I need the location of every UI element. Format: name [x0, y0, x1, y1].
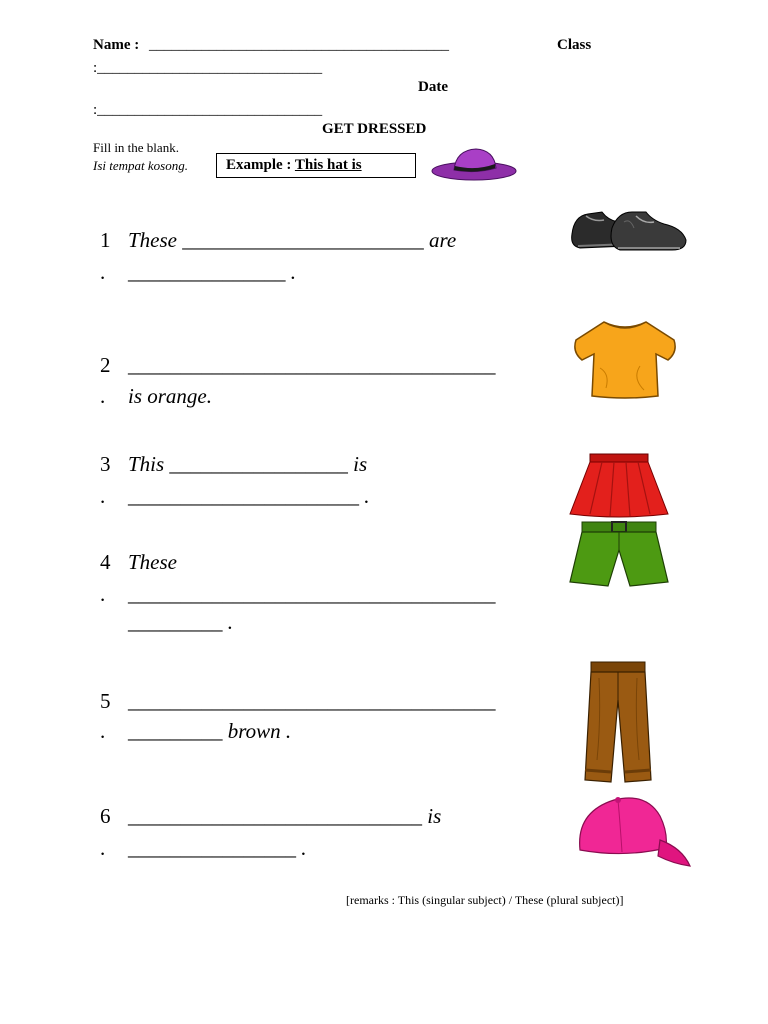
question-1-dot: . — [100, 260, 106, 284]
question-4-number: 4 — [100, 550, 111, 574]
question-6-line-2[interactable]: ________________ . — [128, 836, 307, 860]
question-4-line-3[interactable]: _________ . — [128, 610, 233, 634]
class-label: Class — [557, 37, 592, 53]
question-5-dot: . — [100, 719, 106, 743]
question-3-dot: . — [100, 484, 106, 508]
example-answer: This hat is — [294, 157, 362, 173]
question-6-number: 6 — [100, 804, 111, 828]
example-box — [216, 153, 416, 178]
green-shorts-icon — [568, 520, 670, 588]
question-4-line-1: These — [128, 550, 177, 574]
question-2-number: 2 — [100, 353, 111, 377]
purple-hat-icon — [430, 144, 520, 182]
instruction-english: Fill in the blank. — [93, 140, 179, 155]
question-4-line-2[interactable]: ___________________________________ — [128, 582, 496, 606]
question-4-dot: . — [100, 582, 106, 606]
question-1-line-1[interactable]: These _______________________ are — [128, 228, 457, 252]
worksheet-title: GET DRESSED — [322, 121, 427, 137]
date-line[interactable]: :______________________________ — [93, 102, 323, 118]
question-1-line-2[interactable]: _______________ . — [128, 260, 296, 284]
question-1-number: 1 — [100, 228, 111, 252]
question-3-line-1[interactable]: This _________________ is — [128, 452, 368, 476]
question-6-dot: . — [100, 836, 106, 860]
pink-cap-icon — [574, 792, 692, 872]
class-line[interactable]: :______________________________ — [93, 60, 323, 76]
instruction-malay: Isi tempat kosong. — [93, 158, 188, 173]
name-label: Name : — [93, 37, 140, 53]
date-label: Date — [418, 79, 448, 95]
question-2-line-1[interactable]: ___________________________________ — [128, 353, 496, 377]
name-line[interactable]: ________________________________________ — [149, 37, 449, 53]
remarks-note: [remarks : This (singular subject) / These (plural subject)] — [346, 893, 624, 907]
question-2-line-2: is orange. — [128, 384, 212, 408]
question-5-line-1[interactable]: ___________________________________ — [128, 689, 496, 713]
question-6-line-1[interactable]: ____________________________ is — [128, 804, 442, 828]
brown-trousers-icon — [583, 660, 653, 784]
orange-tshirt-icon — [570, 318, 680, 400]
question-3-number: 3 — [100, 452, 111, 476]
shoes-icon — [568, 206, 690, 254]
question-5-number: 5 — [100, 689, 111, 713]
red-skirt-icon — [568, 452, 670, 518]
question-5-line-2[interactable]: _________ brown . — [128, 719, 292, 743]
example-prefix: Example : — [226, 157, 292, 173]
question-3-line-2[interactable]: ______________________ . — [128, 484, 370, 508]
question-2-dot: . — [100, 384, 106, 408]
